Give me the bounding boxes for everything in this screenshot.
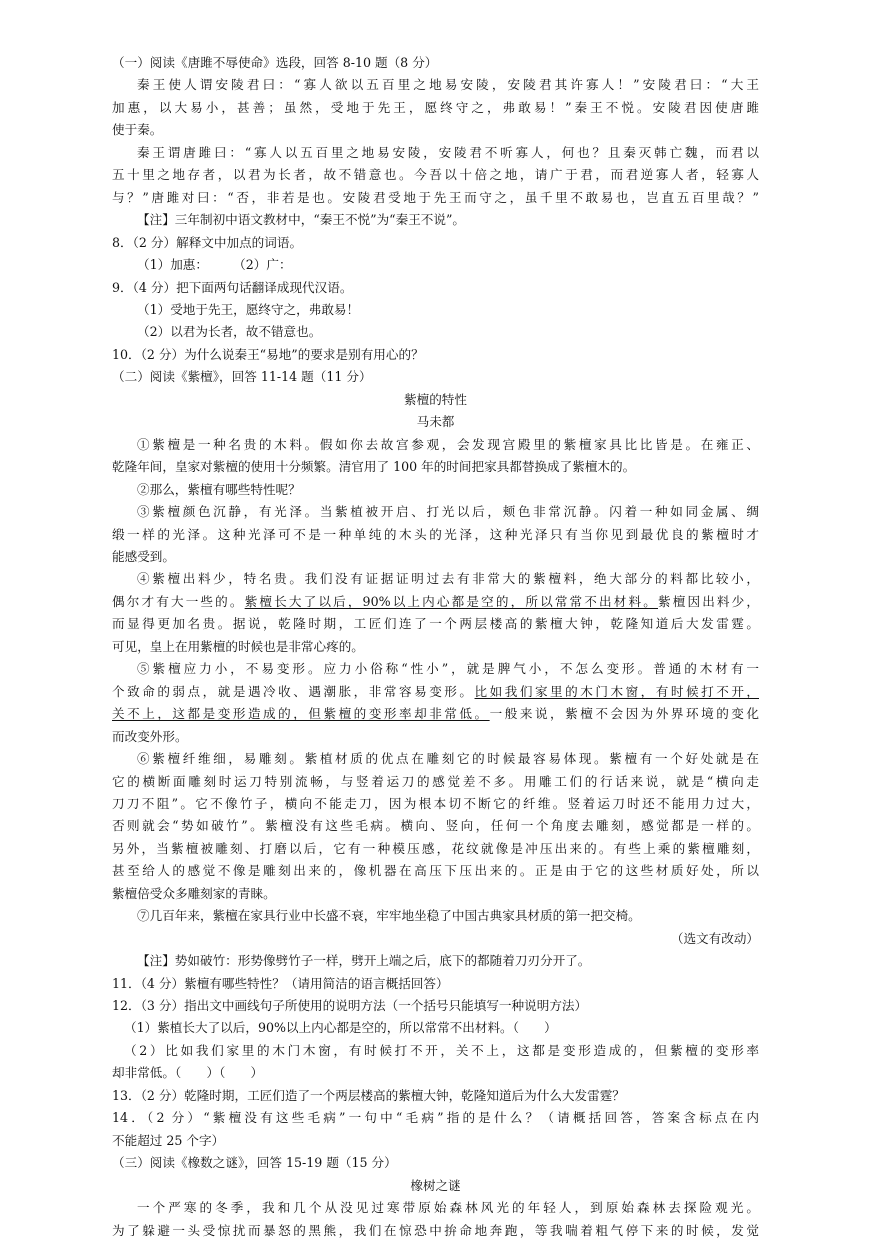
article-para4-line: ④紫檀出料少，特名贵。我们没有证据证明过去有非常大的紫檀料，绝大部分的料都比较小，: [137, 571, 759, 587]
article-para4-line: 可见，皇上在用紫檀的时候也是非常心疼的。: [112, 638, 364, 654]
passage1-p1-line: 加惠，以大易小，甚善；虽然，受地于先王，愿终守之，弗敢易！”秦王不悦。安陵君因使唐雎: [112, 99, 759, 115]
question-12: 12．（3 分）指出文中画线句子所使用的说明方法（一个括号只能填写一种说明方法）: [112, 998, 588, 1014]
passage1-p1-line: 使于秦。: [112, 122, 163, 138]
question-12-item-1: （1）紫植长大了以后，90%以上内心都是空的，所以常常不出材料。（ ）: [124, 1020, 557, 1036]
question-12-item-2-cont: 却非常低。（ ）（ ）: [112, 1065, 264, 1081]
passage1-p2-line: 与？”唐雎对曰：“否，非若是也。安陵君受地于先王而守之，虽千里不敢易也，岂直五百里哉？”: [112, 189, 759, 205]
article-para3-line: 能感受到。: [112, 548, 175, 564]
article-note: 【注】势如破竹：形势像劈竹子一样，劈开上端之后，底下的都随着刀刃分开了。: [137, 953, 591, 969]
question-9: 9．（4 分）把下面两句话翻译成现代汉语。: [112, 279, 353, 295]
section2-heading: （二）阅读《紫檀》，回答 11-14 题（11 分）: [112, 369, 372, 385]
underlined-sentence-2-cont: 关不上，这都是变形造成的，但紫檀的变形率却非常低。: [112, 706, 490, 722]
article-para6-line: ⑥紫檀纤维细，易雕刻。紫植材质的优点在雕刻它的时候最容易体现。紫檀有一个好处就是在: [137, 751, 759, 767]
article-para6-line: 紫檀倍受众多雕刻家的青睐。: [112, 885, 276, 901]
article-para2: ②那么，紫檀有哪些特性呢？: [137, 481, 301, 497]
article3-para1-line: 一个严寒的冬季，我和几个从没见过寒带原始森林风光的年轻人，到原始森林去探险观光。: [137, 1200, 759, 1216]
question-9-item-1: （1）受地于先王，愿终守之，弗敢易！: [137, 301, 360, 317]
passage1-p2-line: 五十里之地存者，以君为长者，故不错意也。今吾以十倍之地，请广于君，而君逆寡人者，轻寡人: [112, 167, 759, 183]
question-8: 8．（2 分）解释文中加点的词语。: [112, 234, 303, 250]
article-author: 马未都: [416, 414, 455, 430]
passage1-note: 【注】三年制初中语文教材中，“秦王不悦”为“秦王不说”。: [137, 212, 466, 228]
article-title: 紫檀的特性: [404, 391, 467, 407]
passage1-p2-line: 秦王谓唐雎曰：“寡人以五百里之地易安陵，安陵君不听寡人，何也？且秦灭韩亡魏，而君以: [137, 144, 759, 160]
para4-text: 紫檀因出料少，: [657, 593, 759, 609]
question-10: 10．（2 分）为什么说秦王“易地”的要求是别有用心的？: [112, 346, 424, 362]
para5-text: 个致命的弱点，就是遇冷收、遇潮胀，非常容易变形。: [112, 683, 475, 699]
article-para4-line: 而显得更加名贵。据说，乾隆时期，工匠们连了一个两层楼高的紫檀大钟，乾隆知道后大发雷霆。: [112, 616, 759, 632]
article-para3-line: ③紫檀颜色沉静，有光泽。当紫植被开启、打光以后，颊色非常沉静。闪着一种如同金属、绸: [137, 504, 759, 520]
article-para4-line: [112, 591, 759, 613]
article-para6-line: 它的横断面雕刻时运刀特别流畅，与竖着运刀的感觉差不多。用雕工们的行话来说，就是“横向走: [112, 773, 759, 789]
question-13: 13．（2 分）乾隆时期，工匠们造了一个两层楼高的紫檀大钟，乾隆知道后为什么大发雷霆？: [112, 1087, 625, 1103]
article-para6-line: 否则就会“势如破竹”。紫檀没有这些毛病。横向、竖向，任何一个角度去雕刻，感觉都是一样的。: [112, 818, 759, 834]
article-para6-line: 刀刀不阻”。它不像竹子，横向不能走刀，因为根本切不断它的纤维。竖着运刀时还不能用力过大，: [112, 795, 759, 811]
article-para1-line: 乾隆年间，皇家对紫檀的使用十分频繁。清官用了 100 年的时间把家具都替换成了紫檀木的。: [112, 459, 636, 475]
question-8-items: （1）加惠： （2）广：: [137, 257, 292, 273]
question-11: 11．（4 分）紫檀有哪些特性？（请用简洁的语言概括回答）: [112, 975, 449, 991]
article-para1-line: ①紫檀是一种名贵的木料。假如你去故宫参观，会发现宫殿里的紫檀家具比比皆是。在雍正、: [137, 436, 759, 452]
section3-heading: （三）阅读《橡数之谜》，回答 15-19 题（15 分）: [112, 1155, 397, 1171]
article3-para1-line: 为了躲避一头受惊扰而暴怒的黑熊，我们在惊恐中拚命地奔跑，等我喘着粗气停下来的时候，发觉: [112, 1222, 759, 1238]
passage1-p1-line: 秦王使人谓安陵君曰：“寡人欲以五百里之地易安陵，安陵君其许寡人！”安陵君曰：“大王: [137, 77, 759, 93]
question-14: 14．（2 分）“紫檀没有这些毛病”一句中“毛病”指的是什么？（请概括回答，答案含标点在内: [112, 1110, 759, 1126]
article-para6-line: 另外，当紫檀被雕刻、打磨以后，它有一种模压感，花纹就像是冲压出来的。有些上乘的紫檀雕刻，: [112, 840, 759, 856]
para5-text: 一般来说，紫檀不会因为外界环境的变化: [489, 706, 759, 722]
section1-heading: （一）阅读《唐雎不辱使命》选段，回答 8-10 题（8 分）: [112, 55, 438, 70]
underlined-sentence-1: 紫檀长大了以后，90%以上内心都是空的，所以常常不出材料。: [244, 593, 658, 609]
underlined-sentence-2: 比如我们家里的木门木窗，有时候打不开，: [474, 683, 759, 699]
question-12-item-2: （2）比如我们家里的木门木窗，有时候打不开，关不上，这都是变形造成的，但紫檀的变形率: [124, 1042, 759, 1058]
question-9-item-2: （2）以君为长者，故不错意也。: [137, 324, 322, 340]
article-para7: ⑦几百年来，紫檀在家具行业中长盛不衰，牢牢地坐稳了中国古典家具材质的第一把交椅。: [137, 908, 641, 924]
para4-text: 偶尔才有大一些的。: [112, 593, 245, 609]
article-para6-line: 甚至给人的感觉不像是雕刻出来的，像机器在高压下压出来的。正是由于它的这些材质好处，所以: [112, 863, 759, 879]
article-para5-line: ⑤紫檀应力小，不易变形。应力小俗称“性小”，就是脾气小，不怎么变形。普通的木材有一: [137, 661, 759, 677]
article3-title: 橡树之谜: [410, 1177, 461, 1193]
article-para3-line: 缎一样的光泽。这种光泽可不是一种单纯的木头的光泽，这种光泽只有当你见到最优良的紫檀时才: [112, 526, 759, 542]
article-para5-line: [112, 681, 759, 703]
article-source: （选文有改动）: [670, 930, 759, 946]
article-para5-line: 而改变外形。: [112, 728, 188, 744]
article-para5-line: [112, 703, 759, 725]
question-14-cont: 不能超过 25 个字）: [112, 1132, 225, 1148]
